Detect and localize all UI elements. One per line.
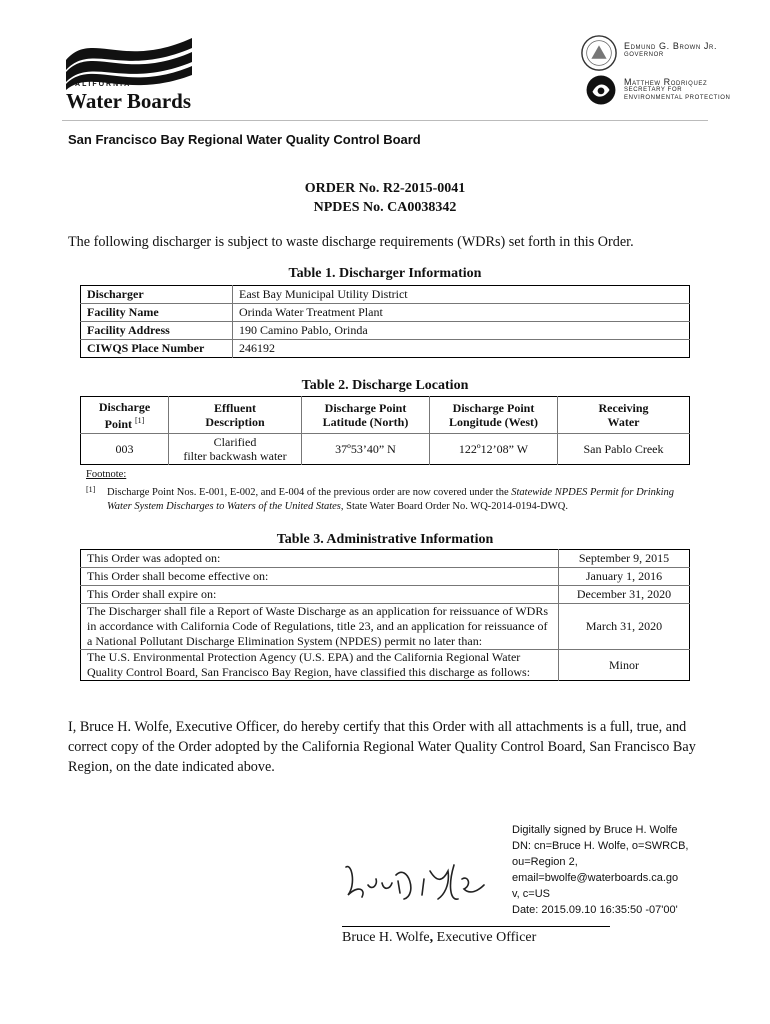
- cell-latitude: 37º53’40” N: [302, 434, 430, 465]
- signatory: Bruce H. Wolfe, Executive Officer: [342, 930, 537, 945]
- dsig-line: Date: 2015.09.10 16:35:50 -07'00': [512, 904, 678, 916]
- dsig-line: ou=Region 2,: [512, 856, 578, 868]
- col-header-point: Discharge Point [1]: [81, 397, 169, 434]
- california-seal-icon: [580, 34, 618, 72]
- governor-title: GOVERNOR: [624, 52, 664, 58]
- logo-name: Water Boards: [66, 89, 192, 113]
- cell-point: 003: [81, 434, 169, 465]
- dsig-line: v, c=US: [512, 888, 551, 900]
- row-answer: September 9, 2015: [559, 550, 690, 568]
- secretary-name: Matthew Rodriquez: [624, 77, 708, 87]
- row-label: Facility Address: [81, 322, 233, 340]
- col-header-latitude: Discharge Point Latitude (North): [302, 397, 430, 434]
- row-label: Discharger: [81, 286, 233, 304]
- table-row: [81, 650, 690, 681]
- dsig-line: email=bwolfe@waterboards.ca.go: [512, 872, 679, 884]
- row-question: The U.S. Environmental Protection Agency (U.S. EPA) and the California Regional Water Quality Control Board, San Francisco Bay Region, have classified this discharge as follows:: [81, 650, 559, 681]
- table-row: [81, 322, 690, 340]
- header-divider: [62, 120, 708, 121]
- logo-state: CALIFORNIA: [68, 81, 132, 88]
- row-answer: March 31, 2020: [559, 604, 690, 650]
- secretary-title-1: SECRETARY FOR: [624, 87, 683, 93]
- table-row: [81, 340, 690, 358]
- calepa-seal-icon: [584, 73, 618, 107]
- board-name: San Francisco Bay Regional Water Quality Control Board: [68, 132, 421, 147]
- secretary-title-2: ENVIRONMENTAL PROTECTION: [624, 95, 731, 101]
- admin-info-table: [80, 549, 690, 681]
- governor-block: [624, 42, 717, 60]
- col-header-longitude: Discharge Point Longitude (West): [430, 397, 558, 434]
- table-row: [81, 286, 690, 304]
- signature-line: [342, 926, 610, 927]
- table-row: [81, 586, 690, 604]
- cell-longitude: 122º12’08” W: [430, 434, 558, 465]
- footnote-text: Discharge Point Nos. E-001, E-002, and E-004 of the previous order are now covered under the Statewide NPDES Permit for Drinking Water System Discharges to Waters of the United States, State Water Board Order No. WQ-2014-0194-DWQ.: [107, 487, 674, 512]
- footnote-marker: [1]: [86, 485, 96, 494]
- row-question: This Order shall become effective on:: [81, 568, 559, 586]
- discharger-info-table: [80, 285, 690, 358]
- table-row: [81, 568, 690, 586]
- row-question: The Discharger shall file a Report of Waste Discharge as an application for reissuance of WDRs in accordance with California Code of Regulations, title 23, and an application for reissuance of a National Pollutant Discharge Elimination System (NPDES) permit no later than:: [81, 604, 559, 650]
- row-answer: December 31, 2020: [559, 586, 690, 604]
- discharge-location-table: [80, 396, 690, 465]
- row-value: 246192: [239, 341, 275, 355]
- intro-text: The following discharger is subject to waste discharge requirements (WDRs) set forth in this Order.: [68, 234, 634, 250]
- row-value: 190 Camino Pablo, Orinda: [233, 322, 690, 340]
- secretary-block: [624, 78, 730, 102]
- row-label: CIWQS Place Number: [81, 340, 233, 358]
- table-header-row: [81, 397, 690, 434]
- governor-name: Edmund G. Brown Jr.: [624, 41, 718, 51]
- table-row: [81, 604, 690, 650]
- npdes-number: NPDES No. CA0038342: [313, 200, 457, 215]
- table-row: [81, 304, 690, 322]
- row-question: This Order was adopted on:: [81, 550, 559, 568]
- row-value: East Bay Municipal Utility District: [233, 286, 690, 304]
- dsig-line: DN: cn=Bruce H. Wolfe, o=SWRCB,: [512, 840, 689, 852]
- row-question: This Order shall expire on:: [81, 586, 559, 604]
- col-header-effluent: Effluent Description: [169, 397, 302, 434]
- row-label: Facility Name: [81, 304, 233, 322]
- row-value: Orinda Water Treatment Plant: [233, 304, 690, 322]
- table1-caption: Table 1. Discharger Information: [288, 266, 482, 281]
- handwritten-signature-icon: [338, 855, 488, 915]
- table3-caption: Table 3. Administrative Information: [276, 532, 494, 547]
- table2-caption: Table 2. Discharge Location: [301, 378, 469, 393]
- table-row: [81, 550, 690, 568]
- digital-signature: [512, 822, 712, 918]
- footnote-label: Footnote:: [86, 469, 127, 480]
- order-number: ORDER No. R2-2015-0041: [304, 181, 466, 196]
- row-answer: Minor: [609, 657, 639, 672]
- col-header-receiving: Receiving Water: [558, 397, 690, 434]
- table-row: [81, 434, 690, 465]
- dsig-line: Digitally signed by Bruce H. Wolfe: [512, 824, 678, 836]
- cell-effluent: Clarified filter backwash water: [169, 434, 302, 465]
- row-answer: January 1, 2016: [559, 568, 690, 586]
- cell-receiving: San Pablo Creek: [583, 442, 664, 456]
- certification-text: I, Bruce H. Wolfe, Executive Officer, do hereby certify that this Order with all attachments is a full, true, and correct copy of the Order adopted by the California Regional Water Quality Control Board, San Francisco Bay Region, on the date indicated above.: [68, 719, 696, 775]
